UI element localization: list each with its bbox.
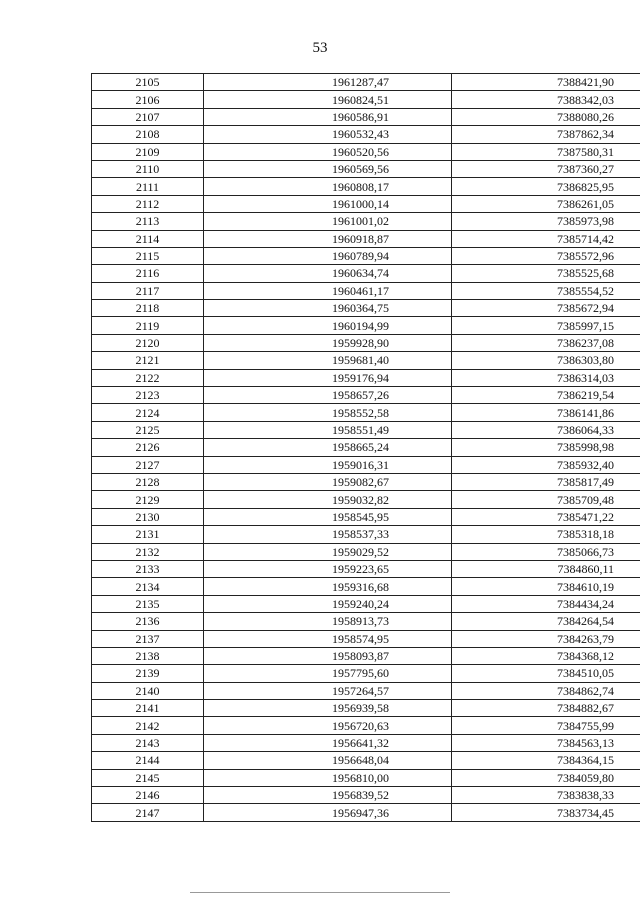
table-row — [92, 247, 640, 264]
table-row — [92, 213, 640, 230]
table-body — [92, 74, 640, 822]
point-number-cell: 2111 — [92, 178, 204, 195]
y-coordinate-cell: 7387360,27 — [452, 160, 640, 177]
y-coordinate-cell: 7384882,67 — [452, 700, 640, 717]
point-number-cell: 2115 — [92, 247, 204, 264]
y-coordinate-cell: 7384755,99 — [452, 717, 640, 734]
y-coordinate-cell: 7386314,03 — [452, 369, 640, 386]
point-number-cell: 2139 — [92, 665, 204, 682]
x-coordinate-cell: 1958093,87 — [204, 647, 452, 664]
footer-rule — [190, 892, 450, 893]
point-number-cell: 2108 — [92, 126, 204, 143]
table-row — [92, 300, 640, 317]
y-coordinate-cell: 7385572,96 — [452, 247, 640, 264]
x-coordinate-cell: 1958574,95 — [204, 630, 452, 647]
y-coordinate-cell: 7384263,79 — [452, 630, 640, 647]
x-coordinate-cell: 1957795,60 — [204, 665, 452, 682]
x-coordinate-cell: 1960789,94 — [204, 247, 452, 264]
table-row — [92, 369, 640, 386]
table-row — [92, 717, 640, 734]
point-number-cell: 2131 — [92, 526, 204, 543]
point-number-cell: 2146 — [92, 787, 204, 804]
x-coordinate-cell: 1959082,67 — [204, 473, 452, 490]
point-number-cell: 2145 — [92, 769, 204, 786]
point-number-cell: 2143 — [92, 734, 204, 751]
y-coordinate-cell: 7384862,74 — [452, 682, 640, 699]
point-number-cell: 2124 — [92, 404, 204, 421]
x-coordinate-cell: 1958657,26 — [204, 387, 452, 404]
point-number-cell: 2130 — [92, 508, 204, 525]
x-coordinate-cell: 1958545,95 — [204, 508, 452, 525]
y-coordinate-cell: 7386219,54 — [452, 387, 640, 404]
x-coordinate-cell: 1959176,94 — [204, 369, 452, 386]
x-coordinate-cell: 1960569,56 — [204, 160, 452, 177]
table-row — [92, 160, 640, 177]
point-number-cell: 2120 — [92, 334, 204, 351]
table-row — [92, 230, 640, 247]
x-coordinate-cell: 1958551,49 — [204, 421, 452, 438]
table-row — [92, 178, 640, 195]
table-row — [92, 578, 640, 595]
x-coordinate-cell: 1961001,02 — [204, 213, 452, 230]
table-row — [92, 787, 640, 804]
table-row — [92, 734, 640, 751]
table-row — [92, 769, 640, 786]
point-number-cell: 2134 — [92, 578, 204, 595]
x-coordinate-cell: 1958665,24 — [204, 439, 452, 456]
x-coordinate-cell: 1959223,65 — [204, 560, 452, 577]
table-row — [92, 630, 640, 647]
y-coordinate-cell: 7385998,98 — [452, 439, 640, 456]
point-number-cell: 2121 — [92, 352, 204, 369]
point-number-cell: 2127 — [92, 456, 204, 473]
y-coordinate-cell: 7385471,22 — [452, 508, 640, 525]
y-coordinate-cell: 7384510,05 — [452, 665, 640, 682]
x-coordinate-cell: 1957264,57 — [204, 682, 452, 699]
point-number-cell: 2138 — [92, 647, 204, 664]
x-coordinate-cell: 1961287,47 — [204, 74, 452, 91]
y-coordinate-cell: 7385709,48 — [452, 491, 640, 508]
y-coordinate-cell: 7386303,80 — [452, 352, 640, 369]
point-number-cell: 2126 — [92, 439, 204, 456]
y-coordinate-cell: 7384563,13 — [452, 734, 640, 751]
table-row — [92, 804, 640, 821]
point-number-cell: 2129 — [92, 491, 204, 508]
x-coordinate-cell: 1959240,24 — [204, 595, 452, 612]
y-coordinate-cell: 7388080,26 — [452, 108, 640, 125]
table-row — [92, 334, 640, 351]
y-coordinate-cell: 7384264,54 — [452, 613, 640, 630]
x-coordinate-cell: 1958913,73 — [204, 613, 452, 630]
y-coordinate-cell: 7386141,86 — [452, 404, 640, 421]
table-row — [92, 560, 640, 577]
point-number-cell: 2137 — [92, 630, 204, 647]
point-number-cell: 2116 — [92, 265, 204, 282]
x-coordinate-cell: 1960586,91 — [204, 108, 452, 125]
point-number-cell: 2147 — [92, 804, 204, 821]
table-row — [92, 404, 640, 421]
point-number-cell: 2114 — [92, 230, 204, 247]
y-coordinate-cell: 7384434,24 — [452, 595, 640, 612]
x-coordinate-cell: 1959016,31 — [204, 456, 452, 473]
table-row — [92, 700, 640, 717]
y-coordinate-cell: 7385525,68 — [452, 265, 640, 282]
table-row — [92, 595, 640, 612]
y-coordinate-cell: 7384610,19 — [452, 578, 640, 595]
x-coordinate-cell: 1960194,99 — [204, 317, 452, 334]
y-coordinate-cell: 7385066,73 — [452, 543, 640, 560]
point-number-cell: 2132 — [92, 543, 204, 560]
point-number-cell: 2144 — [92, 752, 204, 769]
x-coordinate-cell: 1956648,04 — [204, 752, 452, 769]
point-number-cell: 2133 — [92, 560, 204, 577]
x-coordinate-cell: 1959928,90 — [204, 334, 452, 351]
point-number-cell: 2118 — [92, 300, 204, 317]
table-row — [92, 143, 640, 160]
table-row — [92, 508, 640, 525]
x-coordinate-cell: 1960824,51 — [204, 91, 452, 108]
table-row — [92, 491, 640, 508]
x-coordinate-cell: 1960520,56 — [204, 143, 452, 160]
x-coordinate-cell: 1959032,82 — [204, 491, 452, 508]
y-coordinate-cell: 7383734,45 — [452, 804, 640, 821]
y-coordinate-cell: 7388421,90 — [452, 74, 640, 91]
table-row — [92, 195, 640, 212]
table-row — [92, 752, 640, 769]
x-coordinate-cell: 1959029,52 — [204, 543, 452, 560]
x-coordinate-cell: 1956720,63 — [204, 717, 452, 734]
table-row — [92, 265, 640, 282]
point-number-cell: 2128 — [92, 473, 204, 490]
x-coordinate-cell: 1956641,32 — [204, 734, 452, 751]
table-row — [92, 543, 640, 560]
y-coordinate-cell: 7385817,49 — [452, 473, 640, 490]
y-coordinate-cell: 7385318,18 — [452, 526, 640, 543]
table-row — [92, 74, 640, 91]
x-coordinate-cell: 1960461,17 — [204, 282, 452, 299]
x-coordinate-cell: 1961000,14 — [204, 195, 452, 212]
x-coordinate-cell: 1960918,87 — [204, 230, 452, 247]
table-row — [92, 91, 640, 108]
y-coordinate-cell: 7385973,98 — [452, 213, 640, 230]
point-number-cell: 2117 — [92, 282, 204, 299]
table-row — [92, 473, 640, 490]
table-row — [92, 317, 640, 334]
table-row — [92, 613, 640, 630]
point-number-cell: 2119 — [92, 317, 204, 334]
y-coordinate-cell: 7386237,08 — [452, 334, 640, 351]
x-coordinate-cell: 1960532,43 — [204, 126, 452, 143]
point-number-cell: 2107 — [92, 108, 204, 125]
y-coordinate-cell: 7386064,33 — [452, 421, 640, 438]
y-coordinate-cell: 7385672,94 — [452, 300, 640, 317]
y-coordinate-cell: 7386261,05 — [452, 195, 640, 212]
x-coordinate-cell: 1956947,36 — [204, 804, 452, 821]
x-coordinate-cell: 1958552,58 — [204, 404, 452, 421]
table-row — [92, 456, 640, 473]
x-coordinate-cell: 1956839,52 — [204, 787, 452, 804]
point-number-cell: 2136 — [92, 613, 204, 630]
point-number-cell: 2113 — [92, 213, 204, 230]
x-coordinate-cell: 1959316,68 — [204, 578, 452, 595]
point-number-cell: 2142 — [92, 717, 204, 734]
y-coordinate-cell: 7384368,12 — [452, 647, 640, 664]
x-coordinate-cell: 1956810,00 — [204, 769, 452, 786]
table-row — [92, 682, 640, 699]
x-coordinate-cell: 1956939,58 — [204, 700, 452, 717]
table-row — [92, 126, 640, 143]
point-number-cell: 2135 — [92, 595, 204, 612]
point-number-cell: 2112 — [92, 195, 204, 212]
point-number-cell: 2105 — [92, 74, 204, 91]
point-number-cell: 2141 — [92, 700, 204, 717]
page-number: 53 — [312, 40, 328, 56]
x-coordinate-cell: 1960364,75 — [204, 300, 452, 317]
y-coordinate-cell: 7388342,03 — [452, 91, 640, 108]
table-row — [92, 526, 640, 543]
point-number-cell: 2110 — [92, 160, 204, 177]
point-number-cell: 2140 — [92, 682, 204, 699]
table-row — [92, 282, 640, 299]
y-coordinate-cell: 7384059,80 — [452, 769, 640, 786]
y-coordinate-cell: 7384364,15 — [452, 752, 640, 769]
y-coordinate-cell: 7385554,52 — [452, 282, 640, 299]
point-number-cell: 2122 — [92, 369, 204, 386]
table-row — [92, 421, 640, 438]
table-row — [92, 439, 640, 456]
point-number-cell: 2123 — [92, 387, 204, 404]
point-number-cell: 2109 — [92, 143, 204, 160]
y-coordinate-cell: 7384860,11 — [452, 560, 640, 577]
table-row — [92, 665, 640, 682]
y-coordinate-cell: 7385997,15 — [452, 317, 640, 334]
y-coordinate-cell: 7387862,34 — [452, 126, 640, 143]
x-coordinate-cell: 1960808,17 — [204, 178, 452, 195]
table-row — [92, 387, 640, 404]
y-coordinate-cell: 7387580,31 — [452, 143, 640, 160]
coordinates-table — [91, 73, 640, 822]
x-coordinate-cell: 1959681,40 — [204, 352, 452, 369]
point-number-cell: 2125 — [92, 421, 204, 438]
table-row — [92, 647, 640, 664]
x-coordinate-cell: 1960634,74 — [204, 265, 452, 282]
point-number-cell: 2106 — [92, 91, 204, 108]
x-coordinate-cell: 1958537,33 — [204, 526, 452, 543]
y-coordinate-cell: 7385932,40 — [452, 456, 640, 473]
y-coordinate-cell: 7385714,42 — [452, 230, 640, 247]
table-row — [92, 352, 640, 369]
y-coordinate-cell: 7386825,95 — [452, 178, 640, 195]
y-coordinate-cell: 7383838,33 — [452, 787, 640, 804]
table-row — [92, 108, 640, 125]
